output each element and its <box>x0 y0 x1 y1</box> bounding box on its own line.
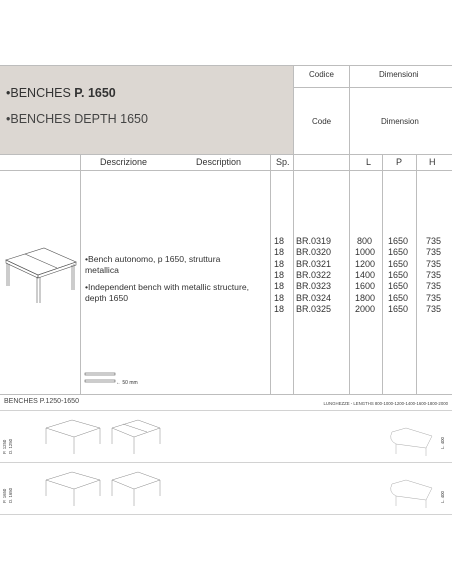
desc-it-line1: •Bench autonomo, p 1650, struttura <box>85 254 221 264</box>
row2-l-label: L. 400 <box>440 491 445 503</box>
col-p: P <box>396 157 403 167</box>
desc-it-line2: metallica <box>85 265 119 275</box>
footer-rule-3 <box>0 514 452 515</box>
dimension-label: Dimension <box>381 117 419 126</box>
lengths-note: LUNGHEZZE - LENGTHS 800-1000-1200-1400-1600-1800-2000 <box>323 401 448 406</box>
bench-drawing <box>0 240 80 310</box>
codice-label: Codice <box>309 70 334 79</box>
title-english: •BENCHES DEPTH 1650 <box>6 112 148 126</box>
desc-en-line2: depth 1650 <box>85 293 129 303</box>
vline-p <box>416 154 417 394</box>
scale-label: ← 50 mm <box>116 380 138 386</box>
row1-d-label: D. 1250 <box>8 438 13 454</box>
row2-depth-label: P. 1650 <box>2 488 7 503</box>
dimensioni-label: Dimensioni <box>379 70 419 79</box>
footer-rule-2 <box>0 462 452 463</box>
vline-sp <box>293 154 294 394</box>
header-band <box>0 66 293 154</box>
header-divider-1 <box>293 66 294 154</box>
col-descrizione: Descrizione <box>100 157 148 167</box>
bench-pair-drawing-2 <box>42 466 162 512</box>
col-l: L <box>366 157 372 167</box>
vline-code <box>349 154 350 394</box>
code-label: Code <box>312 117 332 126</box>
header-mid-rule <box>293 87 452 88</box>
desc-en-line1: •Independent bench with metallic structure, <box>85 282 249 292</box>
footer-section-title: BENCHES P.1250-1650 <box>4 398 79 405</box>
top-rule <box>0 65 452 66</box>
col-h: H <box>429 157 436 167</box>
bench-end-drawing <box>386 418 436 458</box>
footer-rule-1 <box>0 410 452 411</box>
header-bottom-rule <box>0 154 452 155</box>
title-italian: •BENCHES P. 1650 <box>6 86 116 100</box>
col-sp: Sp. <box>276 157 290 167</box>
bench-pair-drawing <box>42 414 162 460</box>
table-bottom-rule <box>0 394 452 395</box>
row2-d-label: D. 1650 <box>8 487 13 503</box>
bench-end-drawing-2 <box>386 470 436 510</box>
vline-image <box>80 154 81 394</box>
vline-desc <box>270 154 271 394</box>
col-description: Description <box>196 157 242 167</box>
column-header-rule <box>0 170 452 171</box>
vline-l <box>382 154 383 394</box>
header-divider-2 <box>349 66 350 154</box>
row1-l-label: L. 400 <box>440 437 445 449</box>
row1-depth-label: P. 1250 <box>2 439 7 454</box>
